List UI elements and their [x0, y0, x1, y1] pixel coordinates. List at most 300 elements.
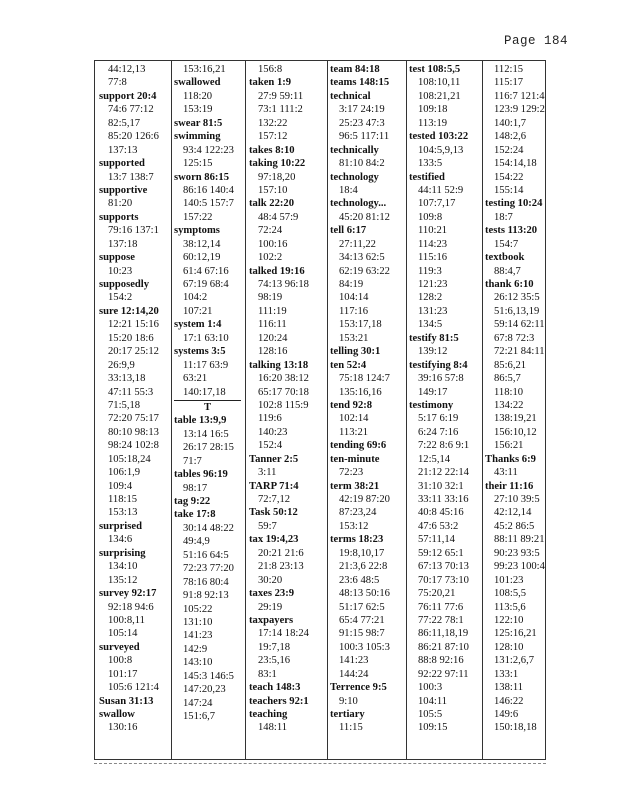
- index-term: sure 12:14,20: [99, 305, 159, 317]
- page-reference: 30:20: [258, 574, 283, 586]
- index-term: take 17:8: [174, 509, 216, 521]
- page-reference: 77:8: [108, 77, 127, 89]
- page-reference: 91:15 98:7: [339, 628, 385, 640]
- page-reference: 140:17,18: [183, 386, 226, 398]
- page-reference: 65:17 70:18: [258, 386, 309, 398]
- index-term: talked 19:16: [249, 265, 305, 277]
- page-reference: 154:14,18: [494, 158, 537, 170]
- page-reference: 100:8: [108, 655, 133, 667]
- index-term: swallow: [99, 709, 135, 720]
- index-column-3: [249, 63, 326, 757]
- page-reference: 62:19 63:22: [339, 265, 390, 277]
- page-reference: 86:16 140:4: [183, 184, 234, 196]
- page-reference: 108:10,11: [418, 77, 461, 89]
- page-reference: 115:17: [494, 77, 524, 89]
- page-reference: 99:23 100:4: [494, 561, 545, 573]
- page-reference: 88:8 92:16: [418, 655, 464, 667]
- index-term: talk 22:20: [249, 198, 295, 210]
- index-term: teachers 92:1: [249, 695, 309, 707]
- page-reference: 135:16,16: [339, 386, 382, 398]
- page-reference: 26:17 28:15: [183, 442, 234, 454]
- page-reference: 71:5,18: [108, 399, 141, 411]
- page-reference: 25:23 47:3: [339, 117, 385, 129]
- page-reference: 15:20 18:6: [108, 332, 154, 344]
- page-reference: 31:10 32:1: [418, 480, 464, 492]
- page-reference: 87:23,24: [339, 507, 377, 519]
- index-term: teach 148:3: [249, 682, 301, 694]
- index-term: testifying 8:4: [409, 359, 468, 371]
- page-reference: 100:8,11: [108, 614, 145, 626]
- page-reference: 105:18,24: [108, 453, 151, 465]
- page-reference: 154:22: [494, 171, 524, 183]
- page-reference: 39:16 57:8: [418, 373, 464, 385]
- page-reference: 152:4: [258, 440, 283, 452]
- page-reference: 118:20: [183, 90, 213, 102]
- column-divider: [482, 61, 483, 759]
- index-term: terms 18:23: [330, 534, 384, 546]
- index-term: survey 92:17: [99, 588, 157, 600]
- page-reference: 101:23: [494, 574, 524, 586]
- page-reference: 84:19: [339, 279, 364, 290]
- index-term: tax 19:4,23: [249, 534, 299, 546]
- index-term: Susan 31:13: [99, 695, 154, 707]
- page-reference: 21:8 23:13: [258, 561, 304, 573]
- page-reference: 138:19,21: [494, 413, 537, 425]
- page-reference: 105:22: [183, 603, 213, 615]
- page-reference: 88:4,7: [494, 265, 521, 277]
- index-term: surprised: [99, 520, 142, 532]
- page-reference: 128:10: [494, 641, 524, 653]
- page-reference: 51:6,13,19: [494, 305, 540, 317]
- page-reference: 11:17 63:9: [183, 359, 229, 371]
- page-reference: 98:19: [258, 292, 283, 304]
- page-reference: 102:2: [258, 252, 283, 264]
- page-reference: 3:11: [258, 467, 277, 479]
- column-divider: [245, 61, 246, 759]
- index-column-4: [330, 63, 405, 757]
- page-reference: 93:4 122:23: [183, 144, 234, 156]
- page-reference: 33:11 33:16: [418, 494, 469, 505]
- page-reference: 152:24: [494, 144, 524, 156]
- page-reference: 27:11,22: [339, 238, 376, 250]
- index-term: teaching: [249, 709, 288, 720]
- index-term: surprising: [99, 547, 146, 559]
- index-term: technically: [330, 144, 379, 156]
- index-term: swimming: [174, 131, 221, 143]
- page-reference: 7:22 8:6 9:1: [418, 440, 470, 452]
- index-term: Terrence 9:5: [330, 682, 387, 694]
- column-divider: [171, 61, 172, 759]
- page-reference: 45:20 81:12: [339, 211, 390, 223]
- page-reference: 59:7: [258, 520, 277, 532]
- page-reference: 131:23: [418, 305, 448, 317]
- page-reference: 146:22: [494, 695, 524, 707]
- page-reference: 109:4: [108, 480, 133, 492]
- page-reference: 125:16,21: [494, 628, 537, 640]
- page-reference: 150:18,18: [494, 722, 537, 734]
- index-term: taking 10:22: [249, 158, 306, 170]
- page-reference: 154:7: [494, 238, 519, 250]
- page-reference: 40:8 45:16: [418, 507, 464, 519]
- page-reference: 116:11: [258, 319, 287, 331]
- page-reference: 135:12: [108, 574, 138, 586]
- page-reference: 21:3,6 22:8: [339, 561, 388, 573]
- index-term: swear 81:5: [174, 117, 223, 129]
- index-term: test 108:5,5: [409, 64, 461, 75]
- page-reference: 145:3 146:5: [183, 670, 234, 682]
- page-reference: 132:22: [258, 117, 288, 129]
- index-table: [94, 60, 546, 760]
- index-term: textbook: [485, 252, 525, 264]
- page-reference: 128:16: [258, 346, 288, 358]
- column-divider: [406, 61, 407, 759]
- page-reference: 17:1 63:10: [183, 332, 229, 344]
- page-reference: 12:5,14: [418, 453, 451, 465]
- page-reference: 30:14 48:22: [183, 522, 234, 534]
- page-reference: 9:10: [339, 695, 358, 707]
- page-reference: 133:5: [418, 158, 443, 170]
- page-reference: 17:14 18:24: [258, 628, 309, 640]
- index-term: tested 103:22: [409, 131, 469, 143]
- page-reference: 149:6: [494, 709, 519, 720]
- page-reference: 102:8 115:9: [258, 399, 309, 411]
- page-reference: 51:16 64:5: [183, 549, 229, 561]
- page-reference: 13:14 16:5: [183, 428, 229, 440]
- page-reference: 44:12,13: [108, 64, 146, 75]
- page-reference: 6:24 7:16: [418, 426, 459, 438]
- index-term: supposedly: [99, 279, 150, 290]
- page-reference: 140:23: [258, 426, 288, 438]
- page-reference: 109:8: [418, 211, 443, 223]
- page-reference: 118:10: [494, 386, 524, 398]
- page-reference: 104:2: [183, 292, 208, 304]
- page-reference: 149:17: [418, 386, 448, 398]
- page-reference: 81:10 84:2: [339, 158, 385, 170]
- page-reference: 100:3: [418, 682, 443, 694]
- page-reference: 23:6 48:5: [339, 574, 380, 586]
- page-reference: 47:11 55:3: [108, 386, 154, 398]
- page-reference: 67:19 68:4: [183, 279, 229, 290]
- page-reference: 27:9 59:11: [258, 90, 304, 102]
- index-term: tend 92:8: [330, 399, 373, 411]
- page-reference: 59:14 62:11: [494, 319, 545, 331]
- page-reference: 109:18: [418, 104, 448, 116]
- page-reference: 104:11: [418, 695, 448, 707]
- page-reference: 92:18 94:6: [108, 601, 154, 613]
- index-term: system 1:4: [174, 319, 222, 331]
- index-term: swallowed: [174, 77, 221, 89]
- page-reference: 86:21 87:10: [418, 641, 469, 653]
- page-reference: 151:6,7: [183, 711, 216, 722]
- page-reference: 108:21,21: [418, 90, 461, 102]
- page-reference: 147:20,23: [183, 684, 226, 696]
- page-reference: 63:21: [183, 373, 208, 385]
- page-reference: 78:16 80:4: [183, 576, 229, 588]
- page-reference: 105:14: [108, 628, 138, 640]
- index-term: testing 10:24: [485, 198, 543, 210]
- page-reference: 83:1: [258, 668, 277, 680]
- page-reference: 77:22 78:1: [418, 614, 464, 626]
- index-term: taken 1:9: [249, 77, 292, 89]
- page-reference: 74:13 96:18: [258, 279, 309, 290]
- page-reference: 57:11,14: [418, 534, 455, 546]
- page-reference: 153:19: [183, 104, 213, 116]
- page-reference: 114:23: [418, 238, 448, 250]
- index-term: taxpayers: [249, 614, 294, 626]
- page-reference: 10:23: [108, 265, 133, 277]
- page-reference: 148:2,6: [494, 131, 527, 143]
- index-term: ten 52:4: [330, 359, 367, 371]
- page-reference: 74:6 77:12: [108, 104, 154, 116]
- page-reference: 97:18,20: [258, 171, 296, 183]
- page-reference: 106:1,9: [108, 467, 141, 479]
- letter-heading: T: [174, 400, 241, 414]
- page-reference: 65:4 77:21: [339, 614, 385, 626]
- index-term: suppose: [99, 252, 135, 264]
- page-reference: 92:22 97:11: [418, 668, 469, 680]
- page-reference: 16:20 38:12: [258, 373, 309, 385]
- page-reference: 118:15: [108, 494, 138, 505]
- index-term: takes 8:10: [249, 144, 295, 156]
- page-reference: 48:13 50:16: [339, 588, 390, 600]
- page-reference: 117:16: [339, 305, 369, 317]
- page-reference: 75:18 124:7: [339, 373, 390, 385]
- page-reference: 156:10,12: [494, 426, 537, 438]
- page-reference: 125:15: [183, 158, 213, 170]
- page-reference: 82:5,17: [108, 117, 141, 129]
- index-term: taxes 23:9: [249, 588, 295, 600]
- page-reference: 38:12,14: [183, 238, 221, 250]
- page-reference: 113:21: [339, 426, 369, 438]
- page-reference: 154:2: [108, 292, 133, 304]
- index-term: talking 13:18: [249, 359, 309, 371]
- page-reference: 107:21: [183, 305, 213, 317]
- page-reference: 123:9 129:2: [494, 104, 545, 116]
- page-reference: 11:15: [339, 722, 363, 734]
- page-reference: 133:1: [494, 668, 519, 680]
- page-reference: 59:12 65:1: [418, 547, 464, 559]
- page-reference: 23:5,16: [258, 655, 291, 667]
- page-reference: 120:24: [258, 332, 288, 344]
- page-reference: 104:5,9,13: [418, 144, 464, 156]
- page-reference: 137:13: [108, 144, 138, 156]
- page-reference: 85:6,21: [494, 359, 527, 371]
- index-term: tending 69:6: [330, 440, 387, 452]
- page-reference: 20:17 25:12: [108, 346, 159, 358]
- page-reference: 134:10: [108, 561, 138, 573]
- page-reference: 51:17 62:5: [339, 601, 385, 613]
- page-reference: 153:21: [339, 332, 369, 344]
- page-reference: 29:19: [258, 601, 283, 613]
- page-reference: 119:6: [258, 413, 282, 425]
- page-reference: 143:10: [183, 657, 213, 669]
- page-reference: 86:11,18,19: [418, 628, 469, 640]
- page-reference: 42:12,14: [494, 507, 532, 519]
- page-reference: 104:14: [339, 292, 369, 304]
- page-reference: 110:21: [418, 225, 448, 237]
- page-reference: 113:5,6: [494, 601, 526, 613]
- page-reference: 121:23: [418, 279, 448, 290]
- page-reference: 72:21 84:11: [494, 346, 545, 358]
- page-footer-rule: [94, 763, 546, 764]
- page-reference: 26:12 35:5: [494, 292, 540, 304]
- page-reference: 61:4 67:16: [183, 265, 229, 277]
- index-term: testify 81:5: [409, 332, 459, 344]
- page-reference: 98:17: [183, 482, 208, 494]
- page-reference: 72:20 75:17: [108, 413, 159, 425]
- page-reference: 105:6 121:4: [108, 682, 159, 694]
- page-reference: 42:19 87:20: [339, 494, 390, 505]
- page-reference: 3:17 24:19: [339, 104, 385, 116]
- page-reference: 111:19: [258, 305, 287, 317]
- index-term: technical: [330, 90, 371, 102]
- page-reference: 134:5: [418, 319, 443, 331]
- page-reference: 96:5 117:11: [339, 131, 390, 143]
- page-reference: 157:12: [258, 131, 288, 143]
- page-reference: 147:24: [183, 697, 213, 709]
- page-reference: 67:8 72:3: [494, 332, 535, 344]
- page-reference: 72:24: [258, 225, 283, 237]
- page-reference: 131:10: [183, 616, 213, 628]
- page-reference: 148:11: [258, 722, 288, 734]
- page-reference: 128:2: [418, 292, 443, 304]
- page-reference: 67:13 70:13: [418, 561, 469, 573]
- page-reference: 157:10: [258, 184, 288, 196]
- page-reference: 44:11 52:9: [418, 184, 464, 196]
- page-reference: 88:11 89:21: [494, 534, 545, 546]
- page-reference: 131:2,6,7: [494, 655, 535, 667]
- index-term: technology...: [330, 198, 387, 210]
- page-reference: 144:24: [339, 668, 369, 680]
- page-reference: 70:17 73:10: [418, 574, 469, 586]
- page-reference: 130:16: [108, 722, 138, 734]
- page-reference: 134:6: [108, 534, 133, 546]
- page-reference: 19:8,10,17: [339, 547, 385, 559]
- page-reference: 156:8: [258, 64, 283, 75]
- index-column-2: [174, 63, 244, 757]
- page-reference: 18:4: [339, 184, 358, 196]
- page-reference: 113:19: [418, 117, 448, 129]
- page-reference: 153:16,21: [183, 64, 226, 75]
- page-reference: 139:12: [418, 346, 448, 358]
- page-reference: 122:10: [494, 614, 524, 626]
- index-term: telling 30:1: [330, 346, 381, 358]
- page-reference: 119:3: [418, 265, 442, 277]
- index-term: Thanks 6:9: [485, 453, 536, 465]
- page-reference: 91:8 92:13: [183, 590, 229, 602]
- page-reference: 142:9: [183, 643, 208, 655]
- index-term: teams 148:15: [330, 77, 390, 89]
- page-reference: 107:7,17: [418, 198, 456, 210]
- page-reference: 101:17: [108, 668, 138, 680]
- index-term: Tanner 2:5: [249, 453, 299, 465]
- page-reference: 140:1,7: [494, 117, 527, 129]
- page-reference: 100:3 105:3: [339, 641, 390, 653]
- index-term: tag 9:22: [174, 496, 211, 507]
- page-reference: 12:21 15:16: [108, 319, 159, 331]
- index-term: tell 6:17: [330, 225, 367, 237]
- page-reference: 45:2 86:5: [494, 520, 535, 532]
- page-reference: 49:4,9: [183, 536, 210, 548]
- index-term: team 84:18: [330, 64, 380, 75]
- page-reference: 108:5,5: [494, 588, 527, 600]
- page-reference: 72:23: [339, 467, 364, 479]
- page-reference: 100:16: [258, 238, 288, 250]
- index-term: testimony: [409, 399, 454, 411]
- page-reference: 134:22: [494, 399, 524, 411]
- index-term: thank 6:10: [485, 279, 534, 290]
- index-column-5: [409, 63, 481, 757]
- page-reference: 47:6 53:2: [418, 520, 459, 532]
- index-term: testified: [409, 171, 445, 183]
- page-reference: 80:10 98:13: [108, 426, 159, 438]
- index-term: tables 96:19: [174, 469, 228, 481]
- page-reference: 85:20 126:6: [108, 131, 159, 143]
- page-reference: 116:7 121:4: [494, 90, 545, 102]
- page-reference: 79:16 137:1: [108, 225, 159, 237]
- page-reference: 20:21 21:6: [258, 547, 304, 559]
- page-reference: 71:7: [183, 455, 202, 467]
- page-reference: 109:15: [418, 722, 448, 734]
- index-term: term 38:21: [330, 480, 380, 492]
- page-reference: 153:17,18: [339, 319, 382, 331]
- index-term: symptoms: [174, 225, 220, 237]
- page-number-label: Page 184: [503, 34, 568, 48]
- column-divider: [327, 61, 328, 759]
- page-reference: 72:7,12: [258, 494, 291, 505]
- page-reference: 76:11 77:6: [418, 601, 464, 613]
- index-term: supportive: [99, 184, 148, 196]
- index-term: surveyed: [99, 641, 140, 653]
- index-column-1: [99, 63, 171, 757]
- page-reference: 18:7: [494, 211, 513, 223]
- index-term: systems 3:5: [174, 346, 226, 358]
- page-reference: 138:11: [494, 682, 524, 694]
- page-reference: 102:14: [339, 413, 369, 425]
- page-reference: 156:21: [494, 440, 524, 452]
- index-term: TARP 71:4: [249, 480, 299, 492]
- index-column-6: [485, 63, 545, 757]
- page-reference: 153:12: [339, 520, 369, 532]
- page-reference: 72:23 77:20: [183, 563, 234, 575]
- page-reference: 90:23 93:5: [494, 547, 540, 559]
- index-term: tertiary: [330, 709, 365, 720]
- page-reference: 43:11: [494, 467, 518, 479]
- index-term: table 13:9,9: [174, 415, 227, 427]
- page-reference: 137:18: [108, 238, 138, 250]
- page-reference: 26:9,9: [108, 359, 135, 371]
- page-reference: 157:22: [183, 211, 213, 223]
- page-reference: 141:23: [183, 630, 213, 642]
- page-reference: 81:20: [108, 198, 133, 210]
- page-reference: 19:7,18: [258, 641, 291, 653]
- index-term: supports: [99, 211, 139, 223]
- index-term: support 20:4: [99, 90, 157, 102]
- page-reference: 140:5 157:7: [183, 198, 234, 210]
- page-reference: 21:12 22:14: [418, 467, 469, 479]
- index-term: sworn 86:15: [174, 171, 230, 183]
- page-reference: 141:23: [339, 655, 369, 667]
- page-reference: 73:1 111:2: [258, 104, 303, 116]
- index-term: supported: [99, 158, 145, 170]
- page-reference: 105:5: [418, 709, 443, 720]
- page-reference: 98:24 102:8: [108, 440, 159, 452]
- page-reference: 33:13,18: [108, 373, 146, 385]
- index-term: technology: [330, 171, 379, 183]
- page-reference: 155:14: [494, 184, 524, 196]
- page-reference: 5:17 6:19: [418, 413, 459, 425]
- page-reference: 115:16: [418, 252, 448, 264]
